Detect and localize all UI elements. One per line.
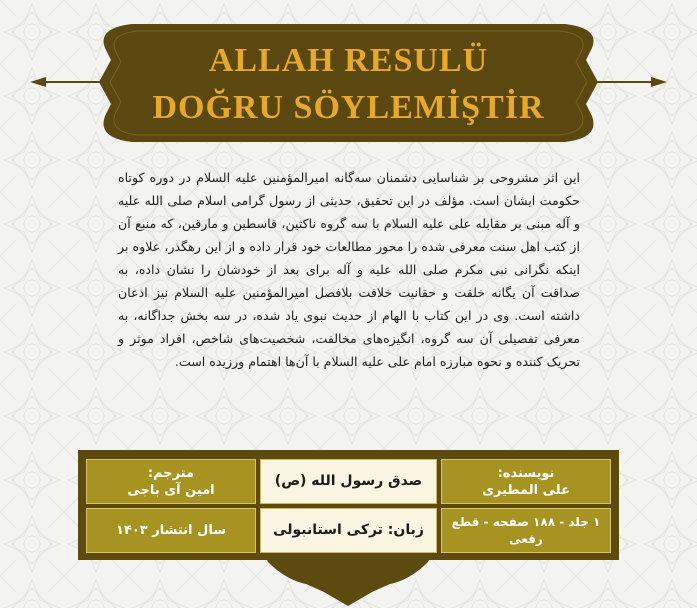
title-banner (0, 0, 697, 160)
author-label: نویسنده: (497, 465, 555, 481)
volume-info: ۱ جلد - ۱۸۸ صفحه - قطع رقعی (451, 514, 601, 546)
volume-info-cell (441, 508, 611, 553)
language-cell (260, 508, 437, 553)
publication-year: سال انتشار ۱۴۰۳ (116, 523, 226, 538)
book-title-cell (260, 459, 437, 504)
author-cell (441, 459, 611, 504)
translator-label: مترجم: (147, 465, 195, 481)
author-name: علی المطیری (482, 482, 570, 498)
translator-name: امین آی باجی (127, 482, 215, 498)
description-paragraph: این اثر مشروحی بر شناسایی دشمنان سه‌گانه امیرالمؤمنین علیه السلام در دوره کوتاه حکومت ایشان است. مؤلف در این تحقیق، حدیثی از رسول گرامی اسلام صلی الله علیه و آله مبنی بر مقابله علی علیه السلام با سه گروه ناکثین، قاسطین و مارقین، که منبع آن از کتب اهل سنت معرفی شده را محور مطالعات خود قرار داده و از این رهگذر، علاوه بر اینکه نگرانی نبی مکرم صلی الله علیه و آله برای بعد از خودشان را نشان داده، به صداقت آن یگانه خلقت و حقانیت خلافت بلافصل امیرالمؤمنین علیه السلام نیز اذعان داشته است. وی در این کتاب با الهام از حدیث نبوی یاد شده، در سه بخش جداگانه، به معرفی تفصیلی آن سه گروه، انگیزه‌های مخالفت، شخصیت‌های شاخص، افراد موثر و تحریک کننده و نحوه مبارزه امام علی علیه السلام با آن‌ها اهتمام ورزیده است. (118, 170, 580, 369)
title-line-2: DOĞRU SÖYLEMİŞTİR (152, 89, 545, 126)
title-line-1: ALLAH RESULÜ (208, 42, 489, 79)
language: زبان: ترکی استانبولی (273, 522, 424, 538)
book-title: صدق رسول الله (ص) (274, 473, 423, 489)
publication-year-cell (86, 508, 256, 553)
translator-cell (86, 459, 256, 504)
